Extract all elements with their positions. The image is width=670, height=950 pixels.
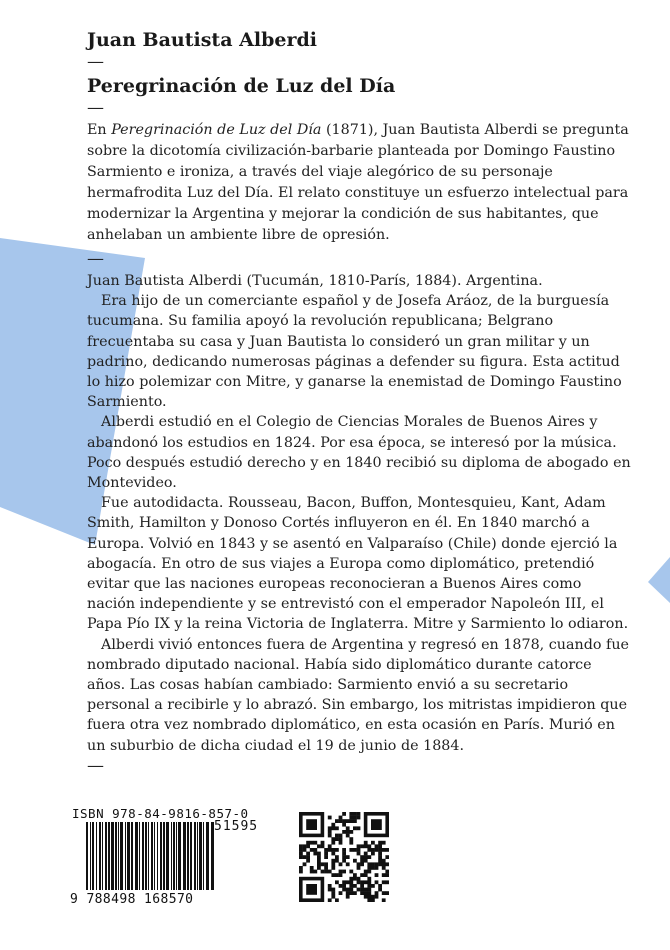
author-name: Juan Bautista Alberdi [87, 29, 317, 51]
summary-text: (1871), Juan Bautista Alberdi se pregunta sobre la dicotomía civilización-barbarie planteada por Domingo Faustino Sarmiento e ironiza, a través del viaje alegórico de su personaje hermafrodita Luz del Día. El relato constituye un esfuerzo intelectual para modernizar la Argentina y mejorar la condición de sus habitantes, que anhelaban un ambiente libre de opresión. [87, 122, 629, 243]
qr-code [299, 812, 389, 902]
bio-paragraph: Fue autodidacta. Rousseau, Bacon, Buffon, Montesquieu, Kant, Adam Smith, Hamilton y Donoso Cortés influyeron en él. En 1840 marchó a Europa. Volvió en 1843 y se asentó en Valparaíso (Chile) donde ejerció la abogacía. En otro de sus viajes a Europa como diplomático, pretendió evitar que las naciones europeas reconocieran a Buenos Aires como nación independiente y se entrevistó con el emperador Napoleón III, el Papa Pío IX y la reina Victoria de Inglaterra. Mitre y Sarmiento lo odiaron. [87, 495, 629, 633]
separator-dash: — [87, 755, 104, 776]
book-title: Peregrinación de Luz del Día [87, 75, 396, 97]
summary-book-title: Peregrinación de Luz del Día [111, 122, 322, 138]
separator-dash: — [87, 52, 104, 72]
isbn-barcode [86, 822, 214, 890]
bio-paragraph: Alberdi estudió en el Colegio de Ciencias Morales de Buenos Aires y abandonó los estudios en 1824. Por esa época, se interesó por la música. Poco después estudió derecho y en 1840 recibió su diploma de abogado en Montevideo. [87, 414, 631, 492]
isbn-addon-number: 51595 [214, 819, 259, 834]
bio-intro: Juan Bautista Alberdi (Tucumán, 1810-París, 1884). Argentina. [87, 273, 543, 289]
bio-paragraph: Alberdi vivió entonces fuera de Argentina y regresó en 1878, cuando fue nombrado diputado nacional. Había sido diplomático durante catorce años. Las cosas habían cambiado: Sarmiento envió a su secretario personal a recibirle y lo abrazó. Sin embargo, los mitristas impidieron que fuera otra vez nombrado diplomático, en esta ocasión en París. Murió en un suburbio de dicha ciudad el 19 de junio de 1884. [87, 636, 629, 754]
ean-number: 9 788498 168570 [70, 892, 194, 907]
bio-paragraph: Era hijo de un comerciante español y de Josefa Aráoz, de la burguesía tucumana. Su familia apoyó la revolución republicana; Belgrano frecuentaba su casa y Juan Bautista lo consideró un gran militar y un padrino, dedicando numerosas páginas a defender su figura. Esta actitud lo hizo polemizar con Mitre, y ganarse la enemistad de Domingo Faustino Sarmiento. [87, 293, 622, 411]
separator-dash: — [87, 249, 104, 269]
blue-triangle-right [648, 557, 670, 603]
isbn-label: ISBN 978-84-9816-857-0 [72, 806, 249, 821]
summary-paragraph [87, 120, 632, 246]
summary-lead: En [87, 122, 112, 138]
separator-dash: — [87, 98, 104, 118]
back-cover-text [87, 28, 632, 778]
